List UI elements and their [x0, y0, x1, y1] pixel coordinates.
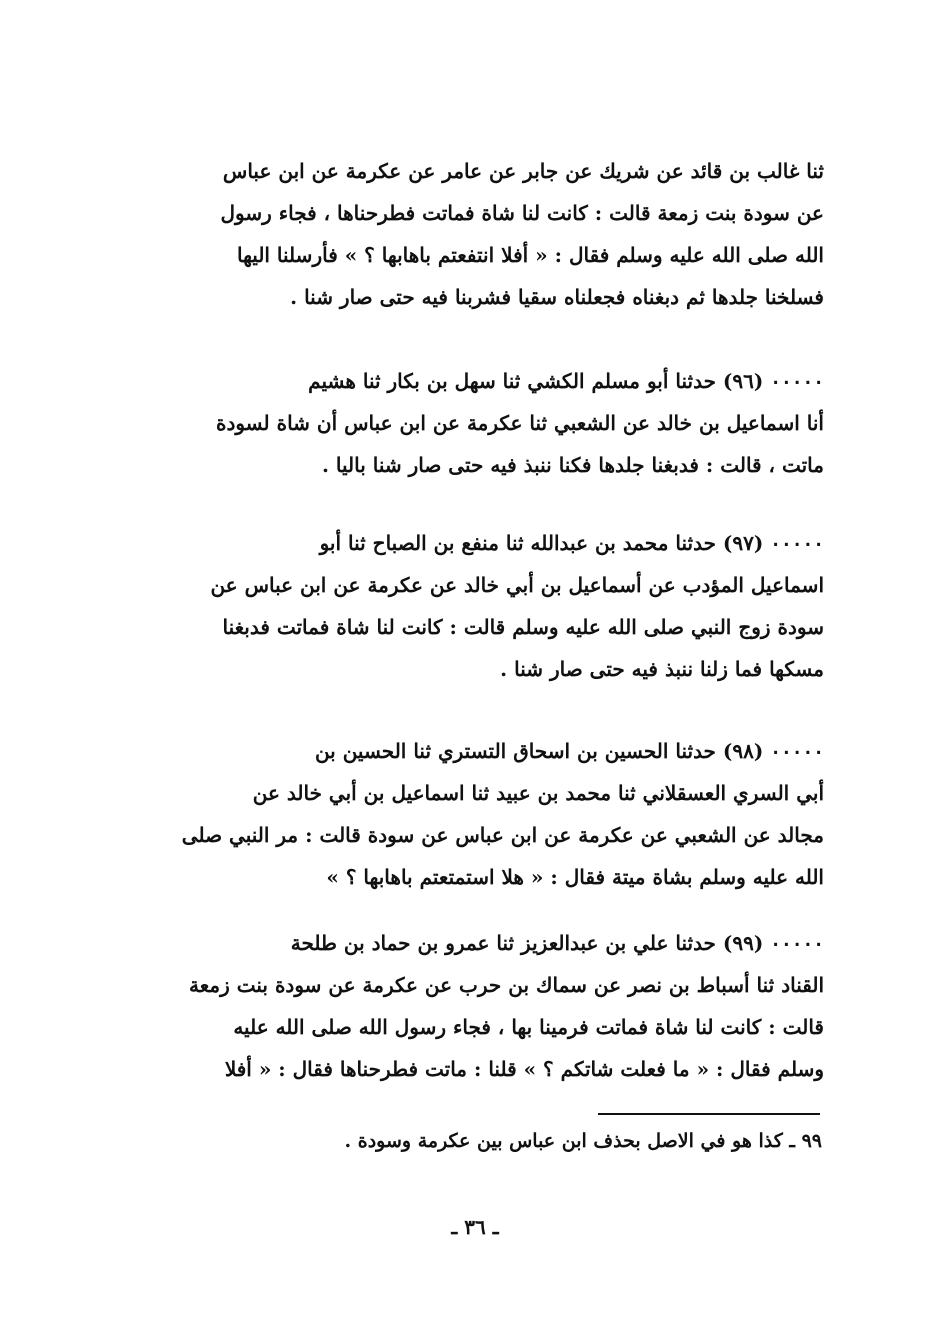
- text-line: ٠٠٠٠٠ (٩٩) حدثنا علي بن عبدالعزيز ثنا عمرو بن حماد بن طلحة: [290, 931, 824, 955]
- text-line: أنا اسماعيل بن خالد عن الشعبي ثنا عكرمة عن ابن عباس أن شاة لسودة: [215, 411, 824, 435]
- text-line: وسلم فقال : « ما فعلت شاتكم ؟ » قلنا : ماتت فطرحناها فقال : « أفلا: [224, 1057, 824, 1081]
- hadith-97: [118, 522, 824, 690]
- text-line: ٠٠٠٠٠ (٩٦) حدثنا أبو مسلم الكشي ثنا سهل بن بكار ثنا هشيم: [308, 369, 824, 393]
- text-line: القناد ثنا أسباط بن نصر عن سماك بن حرب عن عكرمة عن سودة بنت زمعة: [189, 973, 824, 997]
- text-line: مجالد عن الشعبي عن عكرمة عن ابن عباس عن سودة قالت : مر النبي صلى: [181, 823, 824, 847]
- paragraph-1: [118, 150, 824, 318]
- footnote-divider: [598, 1113, 820, 1115]
- text-line: سودة زوج النبي صلى الله عليه وسلم قالت : كانت لنا شاة فماتت فدبغنا: [222, 615, 824, 639]
- text-line: الله صلى الله عليه وسلم فقال : « أفلا انتفعتم باهابها ؟ » فأرسلنا اليها: [236, 243, 824, 267]
- text-line: ثنا غالب بن قائد عن شريك عن جابر عن عامر عن عكرمة عن ابن عباس: [222, 159, 824, 183]
- text-line: ٠٠٠٠٠ (٩٧) حدثنا محمد بن عبدالله ثنا منفع بن الصباح ثنا أبو: [319, 531, 824, 555]
- text-line: ٠٠٠٠٠ (٩٨) حدثنا الحسين بن اسحاق التستري ثنا الحسين بن: [314, 739, 824, 763]
- text-line: ماتت ، قالت : فدبغنا جلدها فكنا ننبذ فيه حتى صار شنا باليا .: [321, 453, 824, 477]
- footnote: ٩٩ ـ كذا هو في الاصل بحذف ابن عباس بين عكرمة وسودة .: [344, 1130, 822, 1152]
- hadith-98: [118, 730, 824, 898]
- hadith-96: [118, 360, 824, 486]
- text-line: اسماعيل المؤدب عن أسماعيل بن أبي خالد عن عكرمة عن ابن عباس عن: [210, 573, 824, 597]
- text-line: فسلخنا جلدها ثم دبغناه فجعلناه سقيا فشربنا فيه حتى صار شنا .: [290, 285, 824, 309]
- hadith-99: [118, 922, 824, 1090]
- page-number: ـ ٣٦ ـ: [451, 1215, 499, 1239]
- text-line: قالت : كانت لنا شاة فماتت فرمينا بها ، فجاء رسول الله صلى الله عليه: [233, 1015, 824, 1039]
- text-line: عن سودة بنت زمعة قالت : كانت لنا شاة فماتت فطرحناها ، فجاء رسول: [220, 201, 824, 225]
- text-line: أبي السري العسقلاني ثنا محمد بن عبيد ثنا اسماعيل بن أبي خالد عن: [252, 781, 824, 805]
- text-line: مسكها فما زلنا ننبذ فيه حتى صار شنا .: [500, 657, 824, 681]
- text-line: الله عليه وسلم بشاة ميتة فقال : « هلا استمتعتم باهابها ؟ »: [326, 865, 824, 889]
